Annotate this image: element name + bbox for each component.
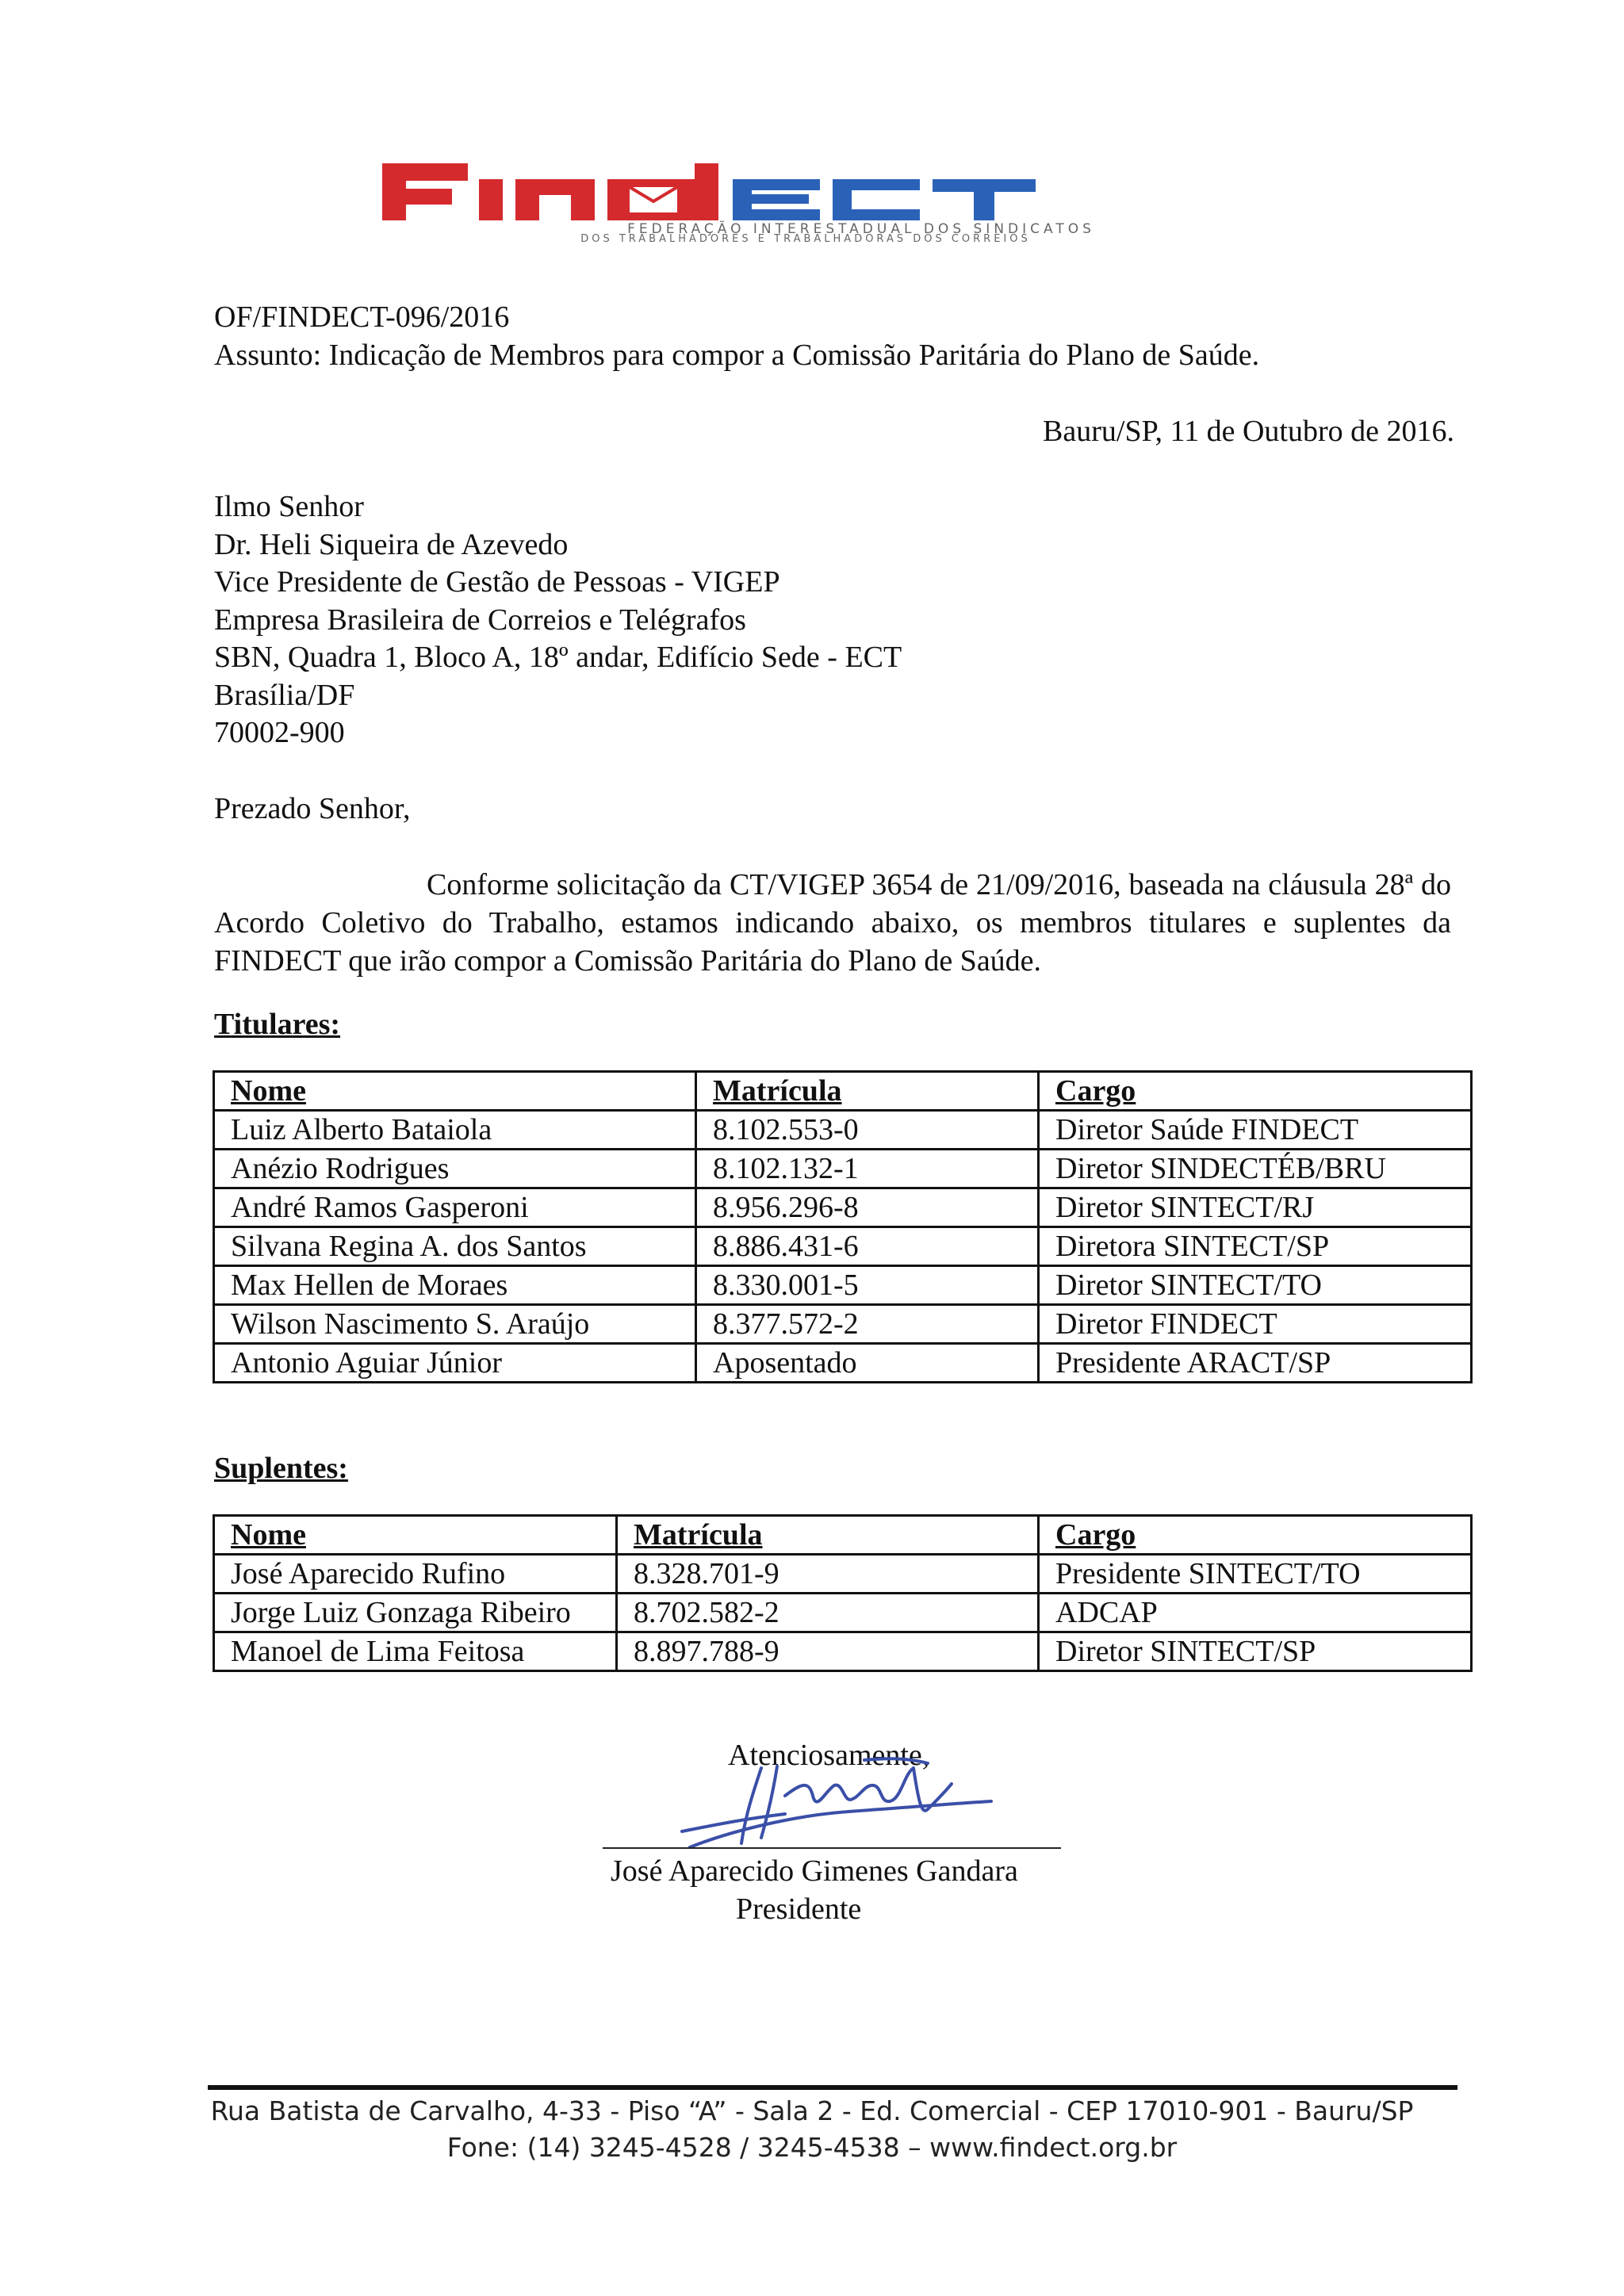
address-line: Empresa Brasileira de Correios e Telégrafos (214, 603, 746, 637)
cell-matricula: Aposentado (696, 1344, 1039, 1383)
cell-matricula: 8.102.132-1 (696, 1150, 1039, 1188)
recipient-address (214, 488, 902, 752)
table-row (214, 1305, 1472, 1344)
document-subject: Assunto: Indicação de Membros para compor a Comissão Paritária do Plano de Saúde. (214, 339, 1260, 372)
cell-nome: Wilson Nascimento S. Araújo (214, 1305, 696, 1344)
cell-matricula: 8.956.296-8 (696, 1188, 1039, 1227)
address-line: Dr. Heli Siqueira de Azevedo (214, 527, 569, 561)
address-line: Brasília/DF (214, 678, 355, 712)
header-cell: Nome (214, 1072, 696, 1111)
titulares-table (213, 1070, 1473, 1383)
suplentes-table (213, 1514, 1473, 1672)
titulares-heading: Titulares: (214, 1008, 341, 1041)
cell-nome: Silvana Regina A. dos Santos (214, 1227, 696, 1266)
cell-nome: Max Hellen de Moraes (214, 1266, 696, 1305)
cell-nome: André Ramos Gasperoni (214, 1188, 696, 1227)
body-paragraph: Conforme solicitação da CT/VIGEP 3654 de 21/09/2016, baseada na cláusula 28ª do Acordo Coletivo do Trabalho, estamos indicando abaixo, os membros titulares e suplentes da FINDECT que irão compor a Comissão Paritária do Plano de Saúde. (214, 868, 1451, 978)
address-line: SBN, Quadra 1, Bloco A, 18º andar, Edifício Sede - ECT (214, 641, 902, 674)
table-row (214, 1227, 1472, 1266)
closing-salutation: Atenciosamente, (728, 1739, 930, 1772)
cell-matricula: 8.702.582-2 (617, 1594, 1039, 1632)
svg-text:DOS TRABALHADORES E TRABALHADO: DOS TRABALHADORES E TRABALHADORAS DOS CORREIOS (580, 233, 1031, 243)
cell-cargo: Diretor FINDECT (1039, 1305, 1472, 1344)
table-row (214, 1111, 1472, 1150)
table-row (214, 1188, 1472, 1227)
suplentes-heading: Suplentes: (214, 1452, 348, 1485)
table-header-row (214, 1516, 1472, 1555)
cell-nome: José Aparecido Rufino (214, 1555, 617, 1594)
table-row (214, 1150, 1472, 1188)
header-cell: Cargo (1039, 1072, 1472, 1111)
cell-nome: Jorge Luiz Gonzaga Ribeiro (214, 1594, 617, 1632)
cell-nome: Anézio Rodrigues (214, 1150, 696, 1188)
svg-text:FEDERAÇÃO INTERESTADUAL DOS SI: FEDERAÇÃO INTERESTADUAL DOS SINDICATOS (627, 221, 1095, 237)
cell-cargo: Presidente ARACT/SP (1039, 1344, 1472, 1383)
address-line: Ilmo Senhor (214, 490, 364, 523)
cell-matricula: 8.377.572-2 (696, 1305, 1039, 1344)
table-row (214, 1632, 1472, 1671)
table-row (214, 1594, 1472, 1632)
cell-matricula: 8.897.788-9 (617, 1632, 1039, 1671)
address-line: 70002-900 (214, 716, 345, 749)
header-cell: Nome (214, 1516, 617, 1555)
header-cell: Matrícula (617, 1516, 1039, 1555)
findect-logo (377, 155, 1250, 243)
table-row (214, 1555, 1472, 1594)
signer-name: José Aparecido Gimenes Gandara (611, 1854, 1018, 1888)
cell-nome: Luiz Alberto Bataiola (214, 1111, 696, 1150)
signer-role: Presidente (736, 1892, 862, 1926)
table-row (214, 1266, 1472, 1305)
address-line: Vice Presidente de Gestão de Pessoas - VIGEP (214, 565, 780, 599)
cell-cargo: Diretor SINDECTÉB/BRU (1039, 1150, 1472, 1188)
cell-cargo: Diretor SINTECT/TO (1039, 1266, 1472, 1305)
table-row (214, 1344, 1472, 1383)
cell-cargo: Diretor SINTECT/RJ (1039, 1188, 1472, 1227)
footer-contact: Fone: (14) 3245-4528 / 3245-4538 – www.findect.org.br (446, 2132, 1178, 2163)
cell-nome: Manoel de Lima Feitosa (214, 1632, 617, 1671)
cell-matricula: 8.102.553-0 (696, 1111, 1039, 1150)
greeting: Prezado Senhor, (214, 792, 411, 825)
document-date: Bauru/SP, 11 de Outubro de 2016. (1043, 415, 1454, 448)
cell-nome: Antonio Aguiar Júnior (214, 1344, 696, 1383)
letter-body (214, 866, 1451, 980)
signature-line (603, 1847, 1061, 1849)
cell-cargo: Diretor SINTECT/SP (1039, 1632, 1472, 1671)
cell-matricula: 8.330.001-5 (696, 1266, 1039, 1305)
header-cell: Matrícula (696, 1072, 1039, 1111)
header-cell: Cargo (1039, 1516, 1472, 1555)
cell-matricula: 8.328.701-9 (617, 1555, 1039, 1594)
table-header-row (214, 1072, 1472, 1111)
cell-matricula: 8.886.431-6 (696, 1227, 1039, 1266)
cell-cargo: Diretora SINTECT/SP (1039, 1227, 1472, 1266)
cell-cargo: ADCAP (1039, 1594, 1472, 1632)
handwritten-signature (666, 1736, 999, 1863)
document-reference: OF/FINDECT-096/2016 (214, 300, 510, 334)
cell-cargo: Diretor Saúde FINDECT (1039, 1111, 1472, 1150)
footer-address: Rua Batista de Carvalho, 4-33 - Piso “A” - Sala 2 - Ed. Comercial - CEP 17010-901 - Bauru/SP (210, 2095, 1414, 2126)
cell-cargo: Presidente SINTECT/TO (1039, 1555, 1472, 1594)
footer-divider (208, 2085, 1457, 2090)
